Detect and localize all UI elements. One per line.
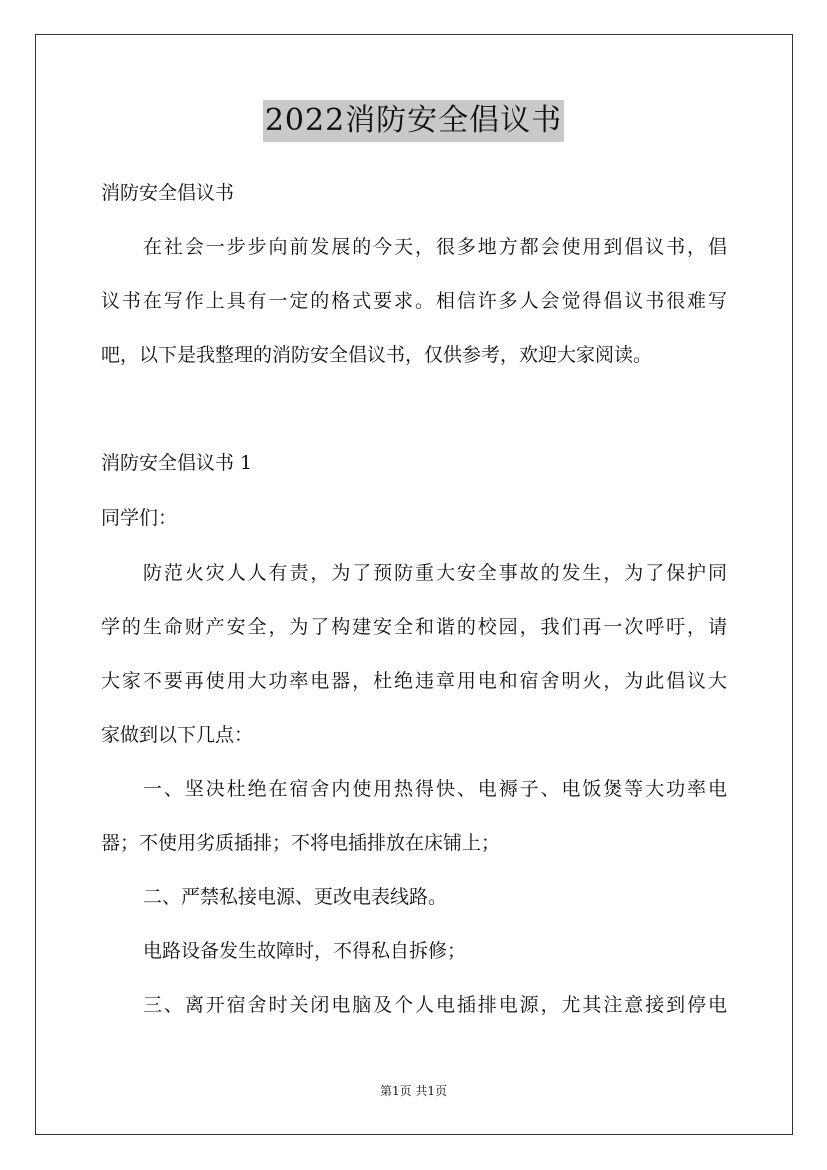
body-line: 电路设备发生故障时，不得私自拆修； <box>143 940 467 962</box>
body-line: 二、严禁私接电源、更改电表线路。 <box>143 886 448 908</box>
intro-line: 议书在写作上具有一定的格式要求。相信许多人会觉得倡议书很难写 <box>101 290 727 312</box>
salutation: 同学们： <box>101 507 178 529</box>
document-title: 2022消防安全倡议书 <box>263 100 564 142</box>
body-line: 一、坚决杜绝在宿舍内使用热得快、电褥子、电饭煲等大功率电 <box>143 778 727 800</box>
body-line: 大家不要再使用大功率电器，杜绝违章用电和宿舍明火，为此倡议大 <box>101 670 727 692</box>
intro-line: 吧，以下是我整理的消防安全倡议书，仅供参考，欢迎大家阅读。 <box>101 344 653 366</box>
section-heading: 消防安全倡议书 1 <box>101 452 253 474</box>
page-footer: 第1页 共1页 <box>379 1084 448 1098</box>
document-title-container <box>0 100 827 142</box>
body-line: 家做到以下几点： <box>101 724 254 746</box>
body-line: 器；不使用劣质插排；不将电插排放在床铺上； <box>101 832 501 854</box>
subtitle: 消防安全倡议书 <box>101 182 235 204</box>
body-line: 防范火灾人人有责，为了预防重大安全事故的发生，为了保护同 <box>143 562 727 584</box>
intro-line: 在社会一步步向前发展的今天，很多地方都会使用到倡议书，倡 <box>143 236 727 258</box>
body-line: 学的生命财产安全，为了构建安全和谐的校园，我们再一次呼吁，请 <box>101 616 727 638</box>
body-line: 三、离开宿舍时关闭电脑及个人电插排电源，尤其注意接到停电 <box>143 994 727 1016</box>
